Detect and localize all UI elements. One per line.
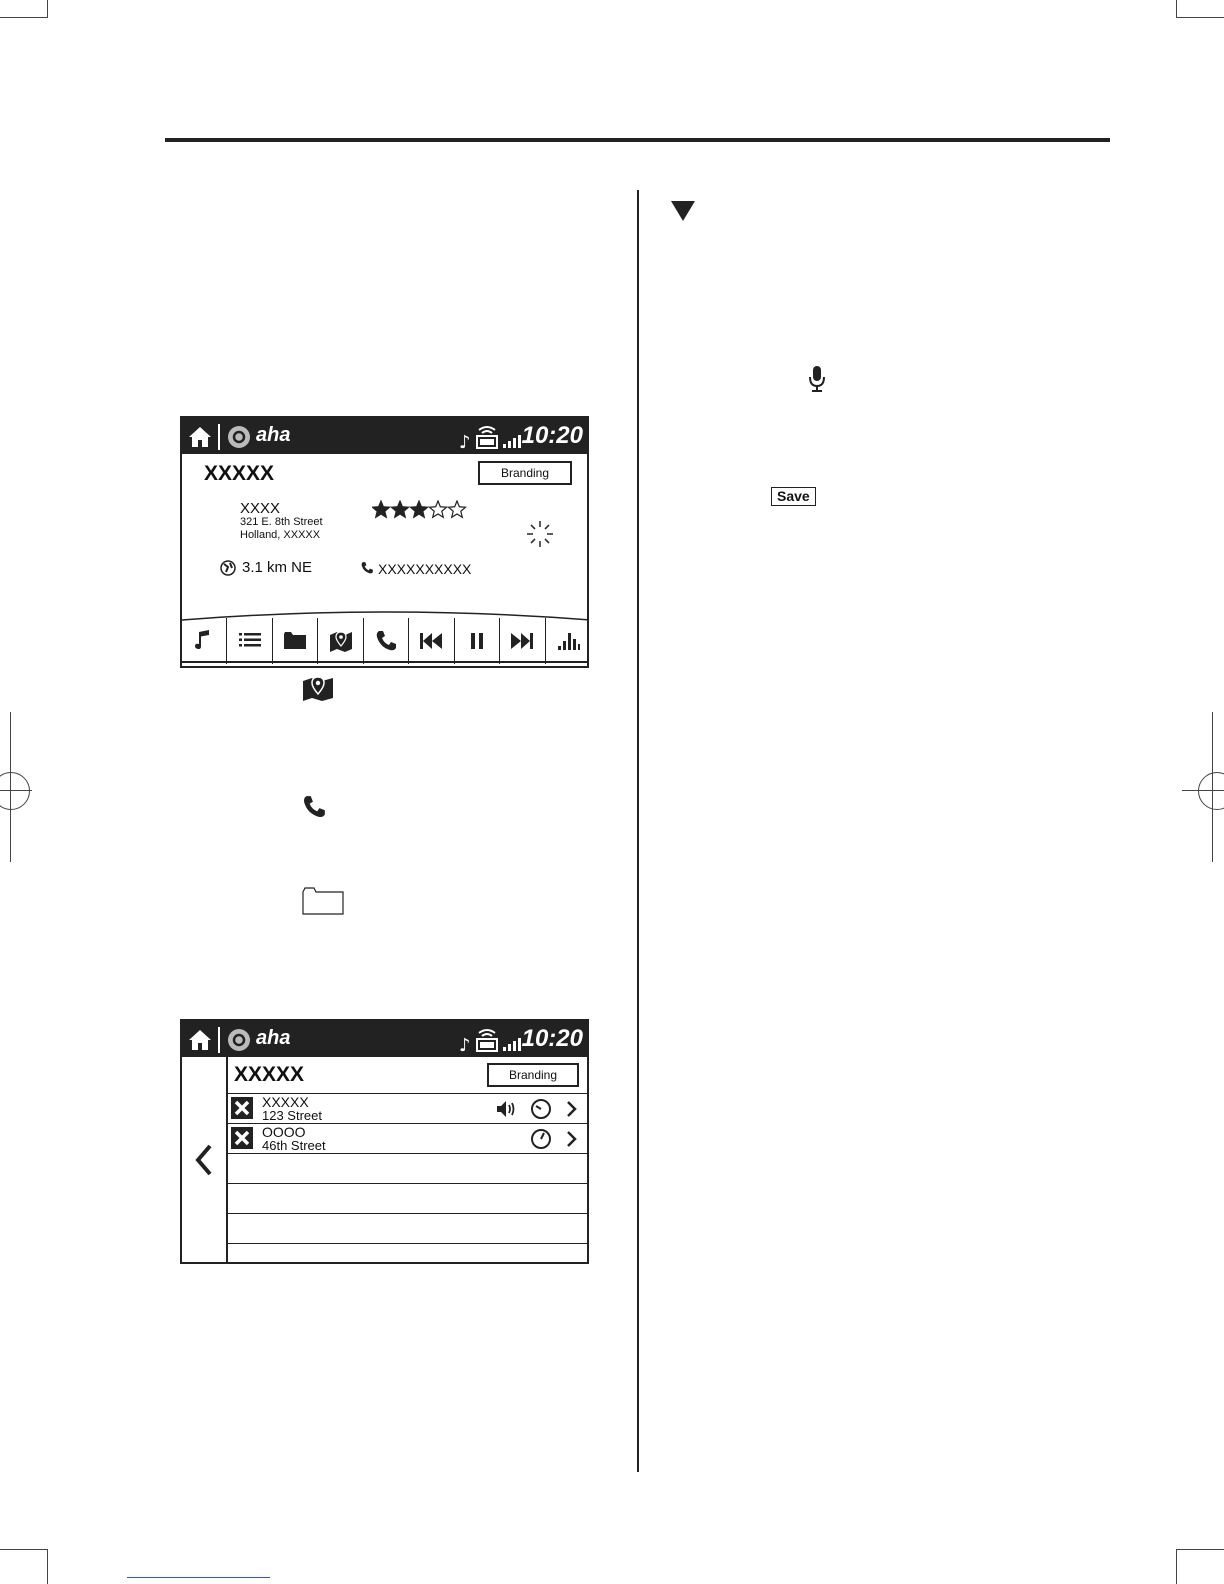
phone-icon [360,561,374,575]
column-divider [637,190,639,1472]
phone-button[interactable] [364,618,409,664]
globe-icon [220,560,236,576]
equalizer-icon [556,629,580,653]
loading-spinner-icon [525,519,555,549]
crop-mark [47,0,48,18]
list-item[interactable] [228,1183,587,1214]
chevron-right-icon[interactable] [566,1100,578,1118]
aha-place-detail-screen [180,416,589,668]
clock: 10:20 [521,422,583,449]
list-item[interactable] [228,1093,587,1124]
branding-button[interactable]: Branding [487,1063,579,1087]
star-filled-icon [391,501,408,517]
divider [218,424,220,450]
triangle-down-icon [670,200,696,222]
speaker-icon [496,1099,518,1119]
footer-link-line[interactable] [127,1577,270,1578]
list-icon [238,629,262,653]
bottom-toolbar [182,610,587,666]
aha-station-list-screen [180,1019,589,1264]
crop-mark [1176,1549,1177,1584]
branding-button[interactable]: Branding [478,461,572,485]
aha-logo-icon [227,425,251,449]
station-title: XXXXX [204,462,275,485]
crop-mark [1176,0,1177,18]
crop-mark [0,17,48,18]
list-item-subtitle: 123 Street [262,1108,322,1123]
crop-mark [1176,17,1224,18]
next-icon [510,629,534,653]
pause-button[interactable] [455,618,500,664]
clock: 10:20 [521,1025,583,1052]
registration-mark-right [1198,772,1224,810]
status-icons [459,422,529,450]
header-rule [165,138,1110,142]
list-item[interactable] [228,1213,587,1244]
delete-icon[interactable] [231,1127,253,1149]
list-button[interactable] [227,618,272,664]
list-item[interactable] [228,1123,587,1154]
station-title: XXXXX [234,1063,305,1086]
map-button[interactable] [318,618,363,664]
save-button[interactable]: Save [771,487,816,506]
back-button[interactable] [182,1057,228,1262]
divider [218,1027,220,1053]
map-icon [329,629,353,653]
crop-mark [0,1549,48,1550]
app-name: aha [256,1027,291,1049]
address-line2: Holland, XXXXX [240,529,321,541]
pause-icon [465,629,489,653]
list-item-title: OOOO [262,1124,306,1140]
status-bar [182,1021,587,1057]
app-name: aha [256,424,291,446]
microphone-icon [808,365,826,393]
folder-icon [302,886,344,916]
folder-icon [283,629,307,653]
registration-mark-left [0,772,30,810]
address-line1: 321 E. 8th Street [240,516,323,528]
crop-mark [1176,1549,1224,1550]
previous-icon [419,629,443,653]
phone-number: XXXXXXXXXX [378,561,472,577]
music-icon [192,629,216,653]
place-name: XXXX [240,500,281,517]
star-filled-icon [410,501,427,517]
svg-text:♪: ♪ [459,1035,471,1053]
star-empty-icon [429,501,446,517]
star-empty-icon [448,501,465,517]
distance: 3.1 km NE [242,559,313,576]
status-bar [182,418,587,454]
aha-logo-icon [227,1028,251,1052]
delete-icon[interactable] [231,1097,253,1119]
phone-icon [374,629,398,653]
chevron-left-icon [194,1143,214,1177]
folder-button[interactable] [273,618,318,664]
chevron-right-icon[interactable] [566,1130,578,1148]
home-icon[interactable] [188,426,212,448]
rating-stars [372,500,467,520]
next-button[interactable] [500,618,545,664]
list-item[interactable] [228,1243,587,1264]
timer-icon[interactable] [530,1128,552,1150]
equalizer-button[interactable] [546,618,589,664]
list-item-subtitle: 46th Street [262,1138,326,1153]
timer-icon[interactable] [530,1098,552,1120]
status-icons [459,1025,529,1053]
previous-button[interactable] [409,618,454,664]
phone-icon [301,794,327,820]
crop-mark [47,1549,48,1584]
list-item[interactable] [228,1153,587,1184]
svg-text:♪: ♪ [459,432,471,450]
home-icon[interactable] [188,1029,212,1051]
music-button[interactable] [182,618,227,664]
list-item-title: XXXXX [262,1094,309,1110]
map-icon [302,674,334,702]
star-filled-icon [372,501,389,517]
